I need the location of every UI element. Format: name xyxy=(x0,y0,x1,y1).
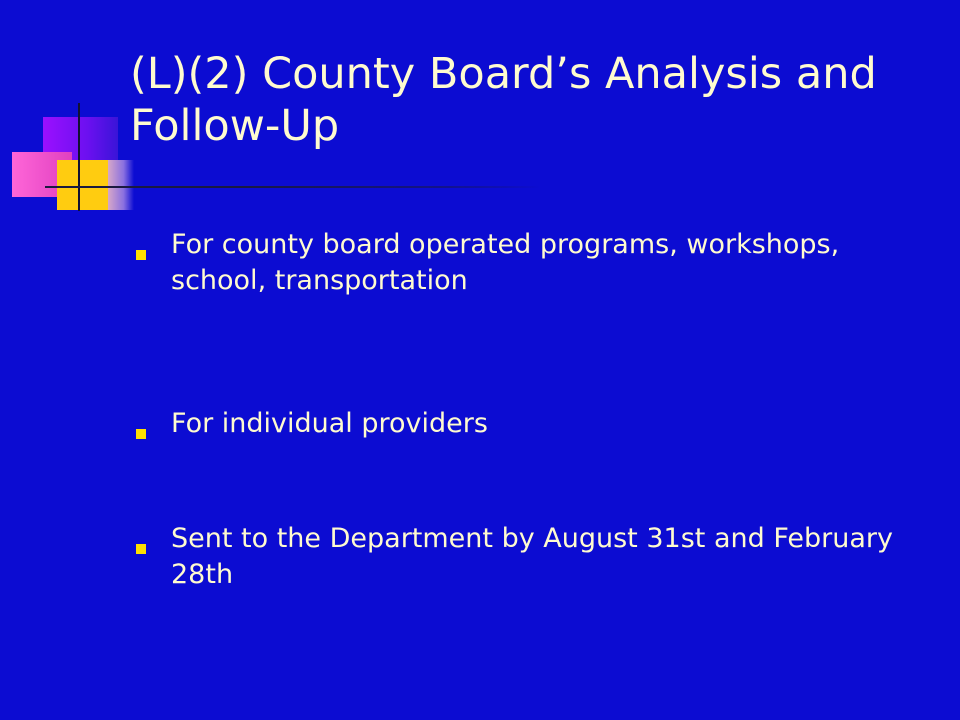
square-bullet-icon xyxy=(136,250,146,260)
slide-title: (L)(2) County Board’s Analysis and Follow-Up xyxy=(130,49,877,151)
bullet-item xyxy=(136,406,926,442)
bullet-text: For individual providers xyxy=(171,408,488,439)
bullet-item xyxy=(136,521,926,593)
square-bullet-icon xyxy=(136,544,146,554)
bullet-text: Sent to the Department by August 31st and February 28th xyxy=(171,523,893,590)
decorative-fade-square xyxy=(108,160,134,210)
title-underline-rule xyxy=(45,186,540,188)
bullet-text: For county board operated programs, workshops, school, transportation xyxy=(171,229,840,296)
bullet-item xyxy=(136,227,926,299)
decorative-yellow-square xyxy=(57,160,109,210)
square-bullet-icon xyxy=(136,429,146,439)
decorative-vertical-rule xyxy=(78,103,80,211)
